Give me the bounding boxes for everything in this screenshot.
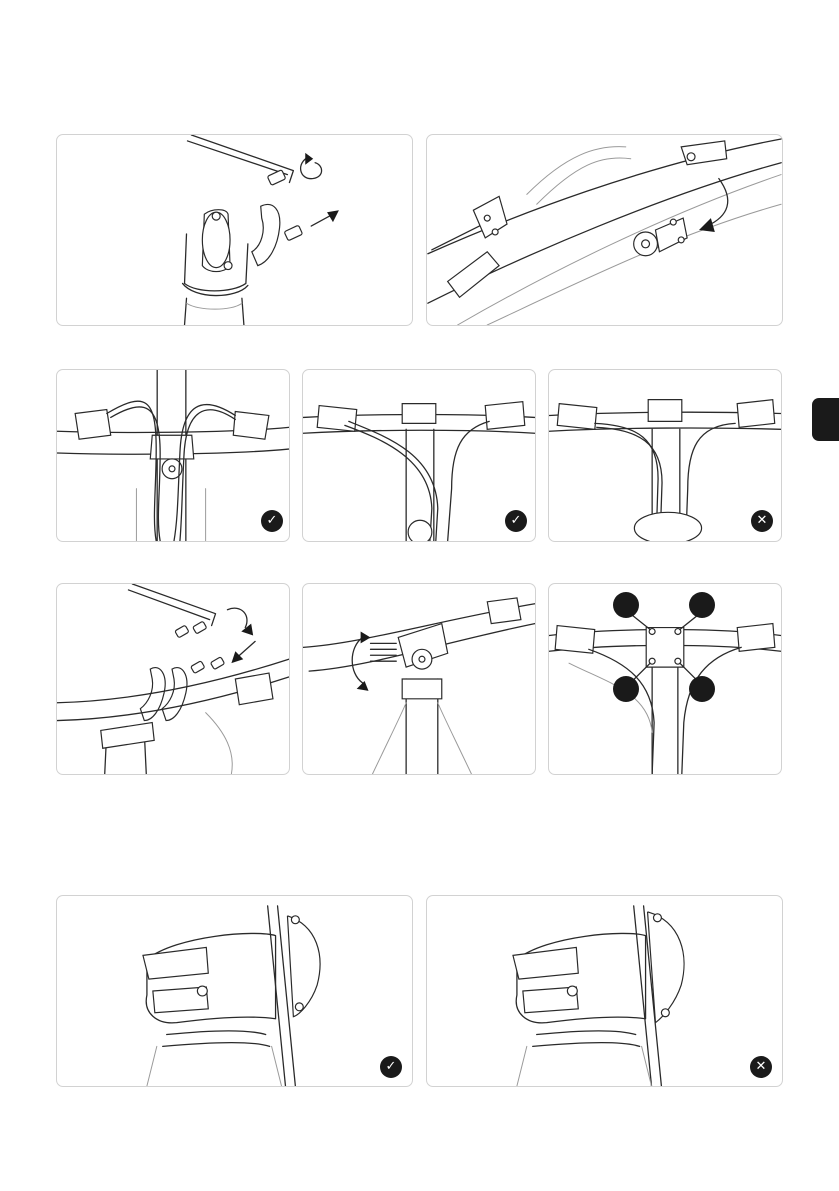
handlebar-top-view-illustration (427, 135, 782, 325)
stem-illustration (57, 135, 412, 325)
figure-cable-routing-b (302, 369, 536, 542)
stem-side-view-illustration (427, 896, 782, 1086)
curved-arrow-icon (707, 179, 728, 226)
stem-side-view-illustration (57, 896, 412, 1086)
cross-icon: ✕ (751, 510, 773, 532)
figure-cable-routing-a (56, 369, 290, 542)
bolts-reinstall-illustration (57, 584, 289, 774)
figure-bolts-reinstall (56, 583, 290, 775)
hex-key-icon (128, 584, 215, 626)
figure-stem-cap-gap-even (56, 895, 413, 1087)
check-icon: ✓ (261, 510, 283, 532)
figure-cable-routing-c (548, 369, 782, 542)
rotate-cw-icon (227, 608, 247, 627)
figure-stem-cap-bolt-sequence (548, 583, 782, 775)
bolt-step-badge (689, 592, 715, 618)
check-icon: ✓ (505, 510, 527, 532)
figure-brake-lever-stem-detach (426, 134, 783, 326)
bolt-step-badge (689, 676, 715, 702)
stem-cap-sequence-illustration (549, 584, 781, 774)
cable-routing-illustration (549, 370, 781, 541)
section-tab (812, 398, 839, 441)
figure-stem-cap-bolt-removal (56, 134, 413, 326)
bolt-step-badge (613, 592, 639, 618)
cable-routing-illustration (57, 370, 289, 541)
figure-stem-cap-gap-uneven (426, 895, 783, 1087)
cross-icon: ✕ (750, 1056, 772, 1078)
handlebar-rotate-illustration (303, 584, 535, 774)
bolt-bottom (284, 225, 303, 241)
figure-handlebar-rotate-align (302, 583, 536, 775)
cable-routing-illustration (303, 370, 535, 541)
rotate-icon (352, 637, 362, 683)
bolt-top (267, 170, 286, 186)
check-icon: ✓ (380, 1056, 402, 1078)
arrow-in-icon (237, 641, 255, 657)
bolt-step-badge (613, 676, 639, 702)
